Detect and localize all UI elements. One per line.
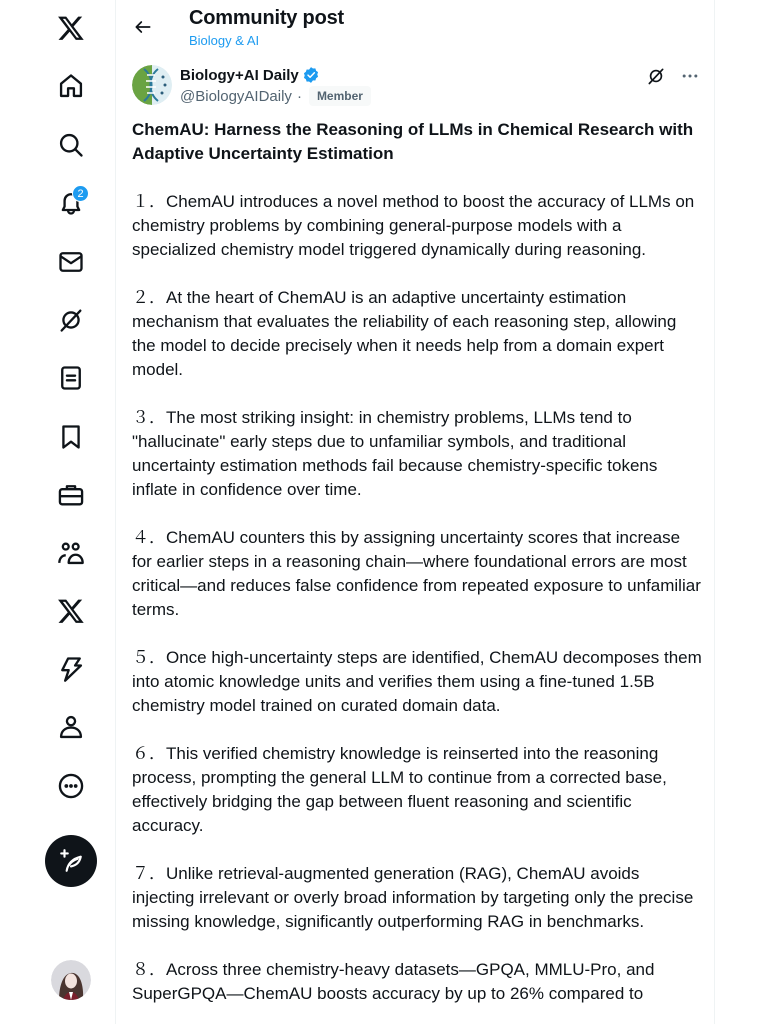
- author-display-name[interactable]: [180, 66, 320, 84]
- ellipsis-icon: [680, 66, 700, 86]
- post-paragraph: ３．The most striking insight: in chemistry problems, LLMs tend to "hallucinate" early steps due to unfamiliar symbols, and traditional uncertainty estimation methods fail because chemistry-specific tokens inflate in confidence over time.: [132, 408, 658, 499]
- community-name-link[interactable]: Biology & AI: [189, 33, 260, 48]
- sidebar-item-grok[interactable]: [42, 295, 100, 345]
- sidebar-item-communities[interactable]: [42, 528, 100, 578]
- bookmark-icon: [57, 423, 85, 451]
- lightning-icon: [57, 655, 85, 683]
- sidebar-item-messages[interactable]: [42, 237, 100, 287]
- post-paragraph: ５．Once high-uncertainty steps are identified, ChemAU decomposes them into atomic knowledge units and verifies them using a fine-tuned 1.5B chemistry model trained on curated domain data.: [132, 648, 702, 715]
- post-paragraph: ２．At the heart of ChemAU is an adaptive uncertainty estimation mechanism that evaluates the reliability of each reasoning step, allowing the model to decide precisely when it needs help from a domain expert model.: [132, 288, 677, 379]
- search-icon: [57, 131, 85, 159]
- sidebar-item-more[interactable]: [42, 761, 100, 811]
- compose-post-button[interactable]: [45, 835, 97, 887]
- x-logo-link[interactable]: [42, 3, 100, 53]
- member-badge: Member: [309, 86, 371, 106]
- separator: ·: [296, 87, 302, 105]
- sidebar-item-notifications[interactable]: [42, 178, 100, 228]
- dna-logo-icon: [132, 65, 172, 105]
- profile-icon: [57, 713, 85, 741]
- post-author: [132, 64, 702, 108]
- post-paragraph: ４．ChemAU counters this by assigning uncertainty scores that increase for earlier steps in a reasoning chain—where foundational errors are most critical—and reduces false confidence from repeated exposure to unfamiliar terms.: [132, 528, 701, 619]
- sidebar-item-jobs[interactable]: [42, 470, 100, 520]
- post-column: [115, 0, 715, 1024]
- grok-button[interactable]: [644, 64, 668, 88]
- author-name-text: Biology+AI Daily: [180, 66, 299, 84]
- grok-icon: [57, 306, 85, 334]
- sidebar-nav: [0, 0, 115, 1024]
- more-circle-icon: [57, 772, 85, 800]
- post-paragraph: ８．Across three chemistry-heavy datasets—GPQA, MMLU-Pro, and SuperGPQA—ChemAU boosts accuracy by up to 26% compared to: [132, 960, 655, 1003]
- home-icon: [57, 72, 85, 100]
- sidebar-item-lists[interactable]: [42, 353, 100, 403]
- mail-icon: [57, 248, 85, 276]
- notification-count-badge: 2: [72, 185, 89, 202]
- author-handle[interactable]: @BiologyAIDaily: [180, 87, 292, 105]
- list-icon: [57, 364, 85, 392]
- back-button[interactable]: [128, 12, 158, 42]
- account-avatar[interactable]: [51, 960, 91, 1000]
- post-body: [132, 190, 704, 1024]
- more-options-button[interactable]: [678, 64, 702, 88]
- sidebar-item-explore[interactable]: [42, 120, 100, 170]
- communities-icon: [57, 539, 85, 567]
- briefcase-icon: [57, 481, 85, 509]
- grok-icon: [646, 66, 666, 86]
- user-avatar-image: [51, 960, 91, 1000]
- sidebar-item-profile[interactable]: [42, 702, 100, 752]
- sidebar-item-verified-orgs[interactable]: [42, 644, 100, 694]
- author-handle-row: [180, 86, 371, 106]
- author-avatar[interactable]: [132, 65, 172, 105]
- page-title: Community post: [189, 7, 344, 29]
- feather-plus-icon: [58, 848, 84, 874]
- post-paragraph: １．ChemAU introduces a novel method to boost the accuracy of LLMs on chemistry problems by combining general-purpose models with a specialized chemistry model triggered dynamically during reasoning.: [132, 192, 695, 259]
- sidebar-item-premium[interactable]: [42, 586, 100, 636]
- page-header: [116, 0, 714, 56]
- x-premium-icon: [57, 597, 85, 625]
- arrow-left-icon: [133, 17, 153, 37]
- post-title: ChemAU: Harness the Reasoning of LLMs in Chemical Research with Adaptive Uncertainty Estimation: [132, 120, 694, 163]
- verified-badge-icon: [302, 66, 320, 84]
- x-logo-icon: [57, 14, 85, 42]
- post-actions: [644, 64, 702, 88]
- sidebar-item-home[interactable]: [42, 61, 100, 111]
- post-paragraph: ７．Unlike retrieval-augmented generation (RAG), ChemAU avoids injecting irrelevant or overly broad information by targeting only the precise missing knowledge, significantly outperforming RAG in benchmarks.: [132, 864, 694, 931]
- post-paragraph: ６．This verified chemistry knowledge is reinserted into the reasoning process, prompting the general LLM to continue from a corrected base, effectively bridging the gap between fluent reasoning and scientific accuracy.: [132, 744, 667, 835]
- sidebar-item-bookmarks[interactable]: [42, 412, 100, 462]
